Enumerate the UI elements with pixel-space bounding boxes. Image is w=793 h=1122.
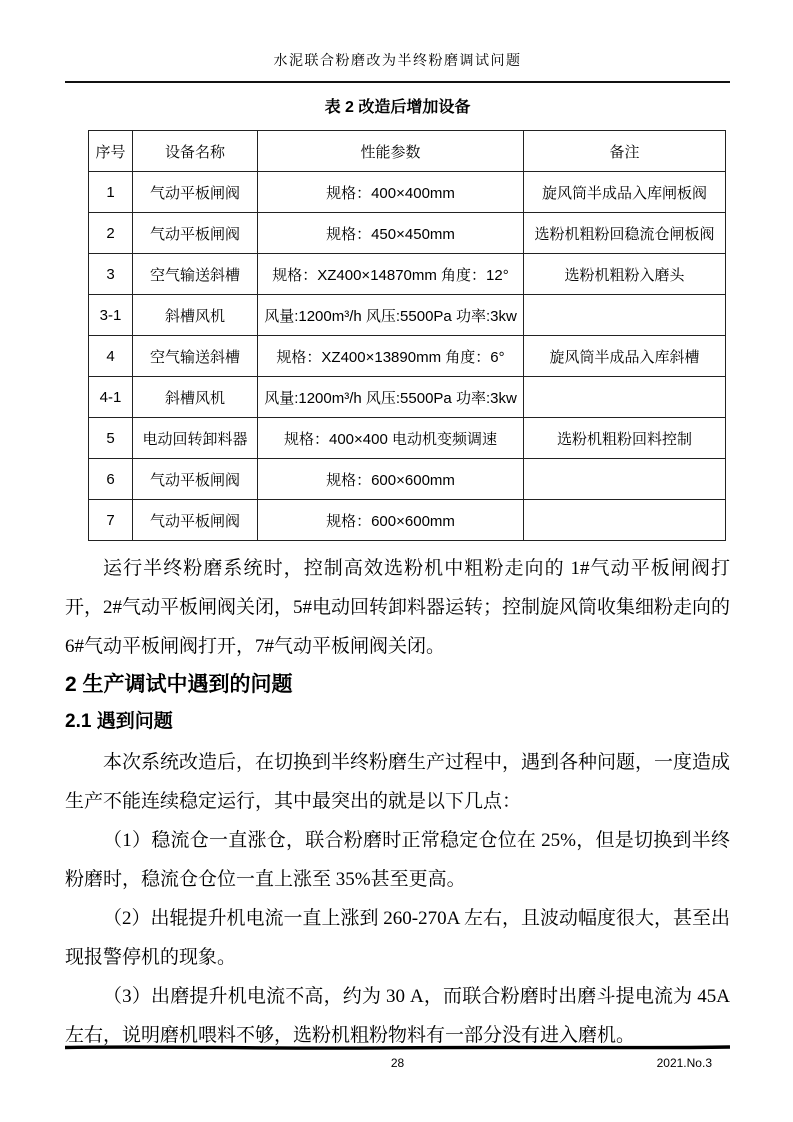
table-row — [89, 377, 726, 418]
cell-params: 规格：600×600mm — [258, 459, 524, 500]
cell-params: 规格：XZ400×14870mm 角度：12° — [258, 254, 524, 295]
cell-device: 气动平板闸阀 — [133, 172, 258, 213]
cell-remark: 旋风筒半成品入库斜槽 — [524, 336, 726, 377]
table-row — [89, 418, 726, 459]
table-row — [89, 172, 726, 213]
table-row — [89, 295, 726, 336]
cell-remark — [524, 295, 726, 336]
cell-remark — [524, 377, 726, 418]
cell-device: 气动平板闸阀 — [133, 213, 258, 254]
col-header-params: 性能参数 — [258, 131, 524, 172]
cell-device: 空气输送斜槽 — [133, 254, 258, 295]
table-header-row — [89, 131, 726, 172]
running-head: 水泥联合粉磨改为半终粉磨调试问题 — [273, 54, 522, 69]
paragraph-valve-operation: 运行半终粉磨系统时，控制高效选粉机中粗粉走向的 1#气动平板闸阀打开，2#气动平板闸阀关闭，5#电动回转卸料器运转；控制旋风筒收集细粉走向的 6#气动平板闸阀打开，7#气动平板闸阀关闭。 — [65, 558, 731, 657]
table-row — [89, 213, 726, 254]
cell-device: 电动回转卸料器 — [133, 418, 258, 459]
table-row — [89, 459, 726, 500]
cell-seq: 1 — [89, 172, 133, 213]
cell-params: 风量:1200m³/h 风压:5500Pa 功率:3kw — [258, 377, 524, 418]
paragraph-item-3: （3）出磨提升机电流不高，约为 30 A，而联合粉磨时出磨斗提电流为 45A 左右，说明磨机喂料不够，选粉机粗粉物料有一部分没有进入磨机。 — [65, 986, 730, 1046]
footer-rule — [65, 1044, 730, 1051]
cell-remark — [524, 500, 726, 541]
col-header-seq: 序号 — [89, 131, 133, 172]
cell-device: 斜槽风机 — [133, 295, 258, 336]
cell-remark: 选粉机粗粉入磨头 — [524, 254, 726, 295]
cell-remark: 旋风筒半成品入库闸板阀 — [524, 172, 726, 213]
cell-device: 空气输送斜槽 — [133, 336, 258, 377]
cell-seq: 4-1 — [89, 377, 133, 418]
cell-seq: 7 — [89, 500, 133, 541]
col-header-device: 设备名称 — [133, 131, 258, 172]
page-number: 28 — [390, 1056, 405, 1070]
cell-params: 规格：450×450mm — [258, 213, 524, 254]
page-header — [65, 52, 730, 83]
cell-params: 规格：600×600mm — [258, 500, 524, 541]
subsection-heading-2-1: 2.1 遇到问题 — [65, 711, 173, 732]
table-row — [89, 500, 726, 541]
paragraph-intro: 本次系统改造后，在切换到半终粉磨生产过程中，遇到各种问题，一度造成生产不能连续稳定运行，其中最突出的就是以下几点： — [65, 752, 731, 812]
cell-remark: 选粉机粗粉回料控制 — [524, 418, 726, 459]
footer-row — [65, 1055, 730, 1071]
header-rule — [65, 81, 730, 83]
cell-params: 风量:1200m³/h 风压:5500Pa 功率:3kw — [258, 295, 524, 336]
table-caption: 表 2 改造后增加设备 — [324, 99, 471, 116]
section-heading-2: 2 生产调试中遇到的问题 — [65, 673, 293, 696]
cell-remark — [524, 459, 726, 500]
issue-label: 2021.No.3 — [656, 1056, 712, 1070]
cell-device: 气动平板闸阀 — [133, 459, 258, 500]
cell-seq: 6 — [89, 459, 133, 500]
paragraph-item-2: （2）出辊提升机电流一直上涨到 260-270A 左右，且波动幅度很大，甚至出现报警停机的现象。 — [65, 908, 731, 968]
cell-seq: 3 — [89, 254, 133, 295]
cell-seq: 4 — [89, 336, 133, 377]
cell-remark: 选粉机粗粉回稳流仓闸板阀 — [524, 213, 726, 254]
col-header-remark: 备注 — [524, 131, 726, 172]
table-row — [89, 254, 726, 295]
page-footer — [65, 1044, 730, 1071]
cell-device: 气动平板闸阀 — [133, 500, 258, 541]
cell-params: 规格：400×400 电动机变频调速 — [258, 418, 524, 459]
cell-params: 规格：XZ400×13890mm 角度：6° — [258, 336, 524, 377]
paragraph-item-1: （1）稳流仓一直涨仓，联合粉磨时正常稳定仓位在 25%，但是切换到半终粉磨时，稳流仓仓位一直上涨至 35%甚至更高。 — [65, 830, 730, 890]
cell-device: 斜槽风机 — [133, 377, 258, 418]
cell-params: 规格：400×400mm — [258, 172, 524, 213]
table-row — [89, 336, 726, 377]
cell-seq: 2 — [89, 213, 133, 254]
cell-seq: 3-1 — [89, 295, 133, 336]
cell-seq: 5 — [89, 418, 133, 459]
equipment-table — [88, 130, 726, 541]
